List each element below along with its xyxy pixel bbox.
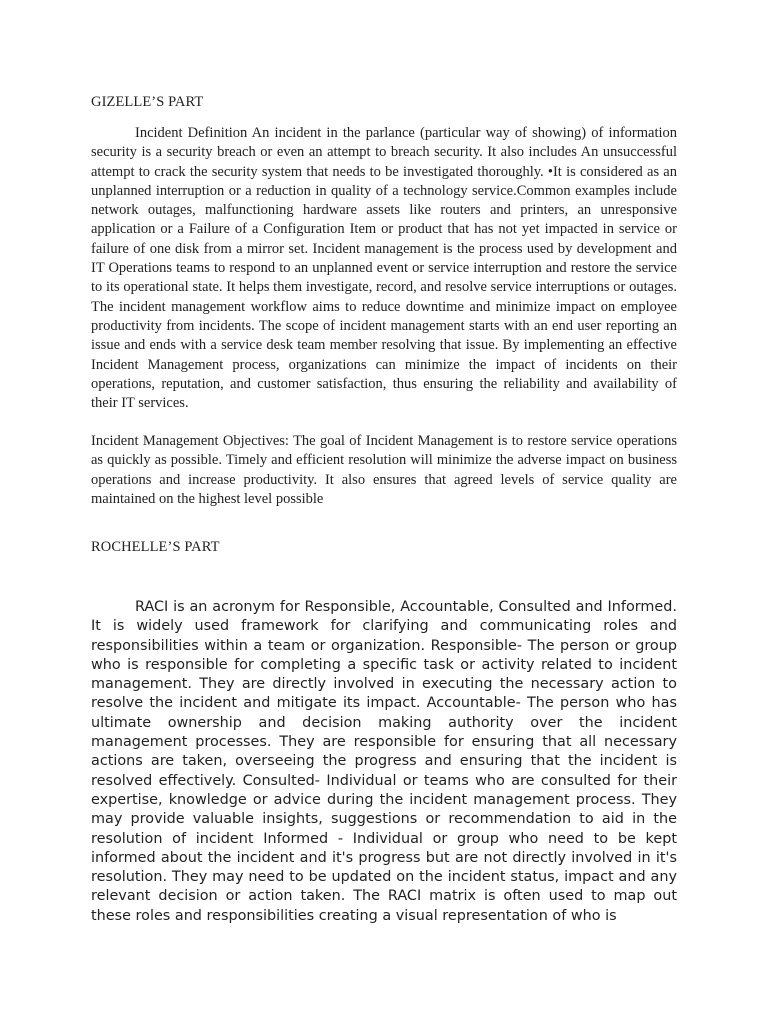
section-heading-gizelle: GIZELLE’S PART xyxy=(91,94,204,110)
paragraph-raci: RACI is an acronym for Responsible, Accountable, Consulted and Informed. It is widely used framework for clarifying and communicating roles and responsibilities within a team or organization. Responsible- The person or group who is responsible for completing a specific task or activity related to incident management. They are directly involved in executing the necessary action to resolve the incident and mitigate its impact. Accountable- The person who has ultimate ownership and decision making authority over the incident management processes. They are responsible for ensuring that all necessary actions are taken, overseeing the progress and ensuring that the incident is resolved effectively. Consulted- Individual or teams who are consulted for their expertise, knowledge or advice during the incident management process. They may provide valuable insights, suggestions or recommendation to aid in the resolution of incident Informed - Individual or group who need to be kept informed about the incident and it's progress but are not directly involved in it's resolution. They may need to be updated on the incident status, impact and any relevant decision or action taken. The RACI matrix is often used to map out these roles and responsibilities creating a visual representation of who is xyxy=(91,599,677,924)
section-heading-rochelle: ROCHELLE’S PART xyxy=(91,539,220,555)
paragraph-incident-objectives: Incident Management Objectives: The goal of Incident Management is to restore service operations as quickly as possible. Timely and efficient resolution will minimize the adverse impact on business operations and increase productivity. It also ensures that agreed levels of service quality are maintained on the highest level possible xyxy=(91,433,677,507)
paragraph-incident-definition: Incident Definition An incident in the parlance (particular way of showing) of information security is a security breach or even an attempt to breach security. It also includes An unsuccessful attempt to crack the security system that needs to be investigated thoroughly. •It is considered as an unplanned interruption or a reduction in quality of a technology service.Common examples include network outages, malfunctioning hardware assets like routers and printers, an unresponsive application or a Failure of a Configuration Item or product that has not yet impacted in service or failure of one disk from a mirror set. Incident management is the process used by development and IT Operations teams to respond to an unplanned event or service interruption and restore the service to its operational state. It helps them investigate, record, and resolve service interruptions or outages. The incident management workflow aims to reduce downtime and minimize impact on employee productivity from incidents. The scope of incident management starts with an end user reporting an issue and ends with a service desk team member resolving that issue. By implementing an effective Incident Management process, organizations can minimize the impact of incidents on their operations, reputation, and customer satisfaction, thus ensuring the reliability and availability of their IT services. xyxy=(91,125,677,412)
